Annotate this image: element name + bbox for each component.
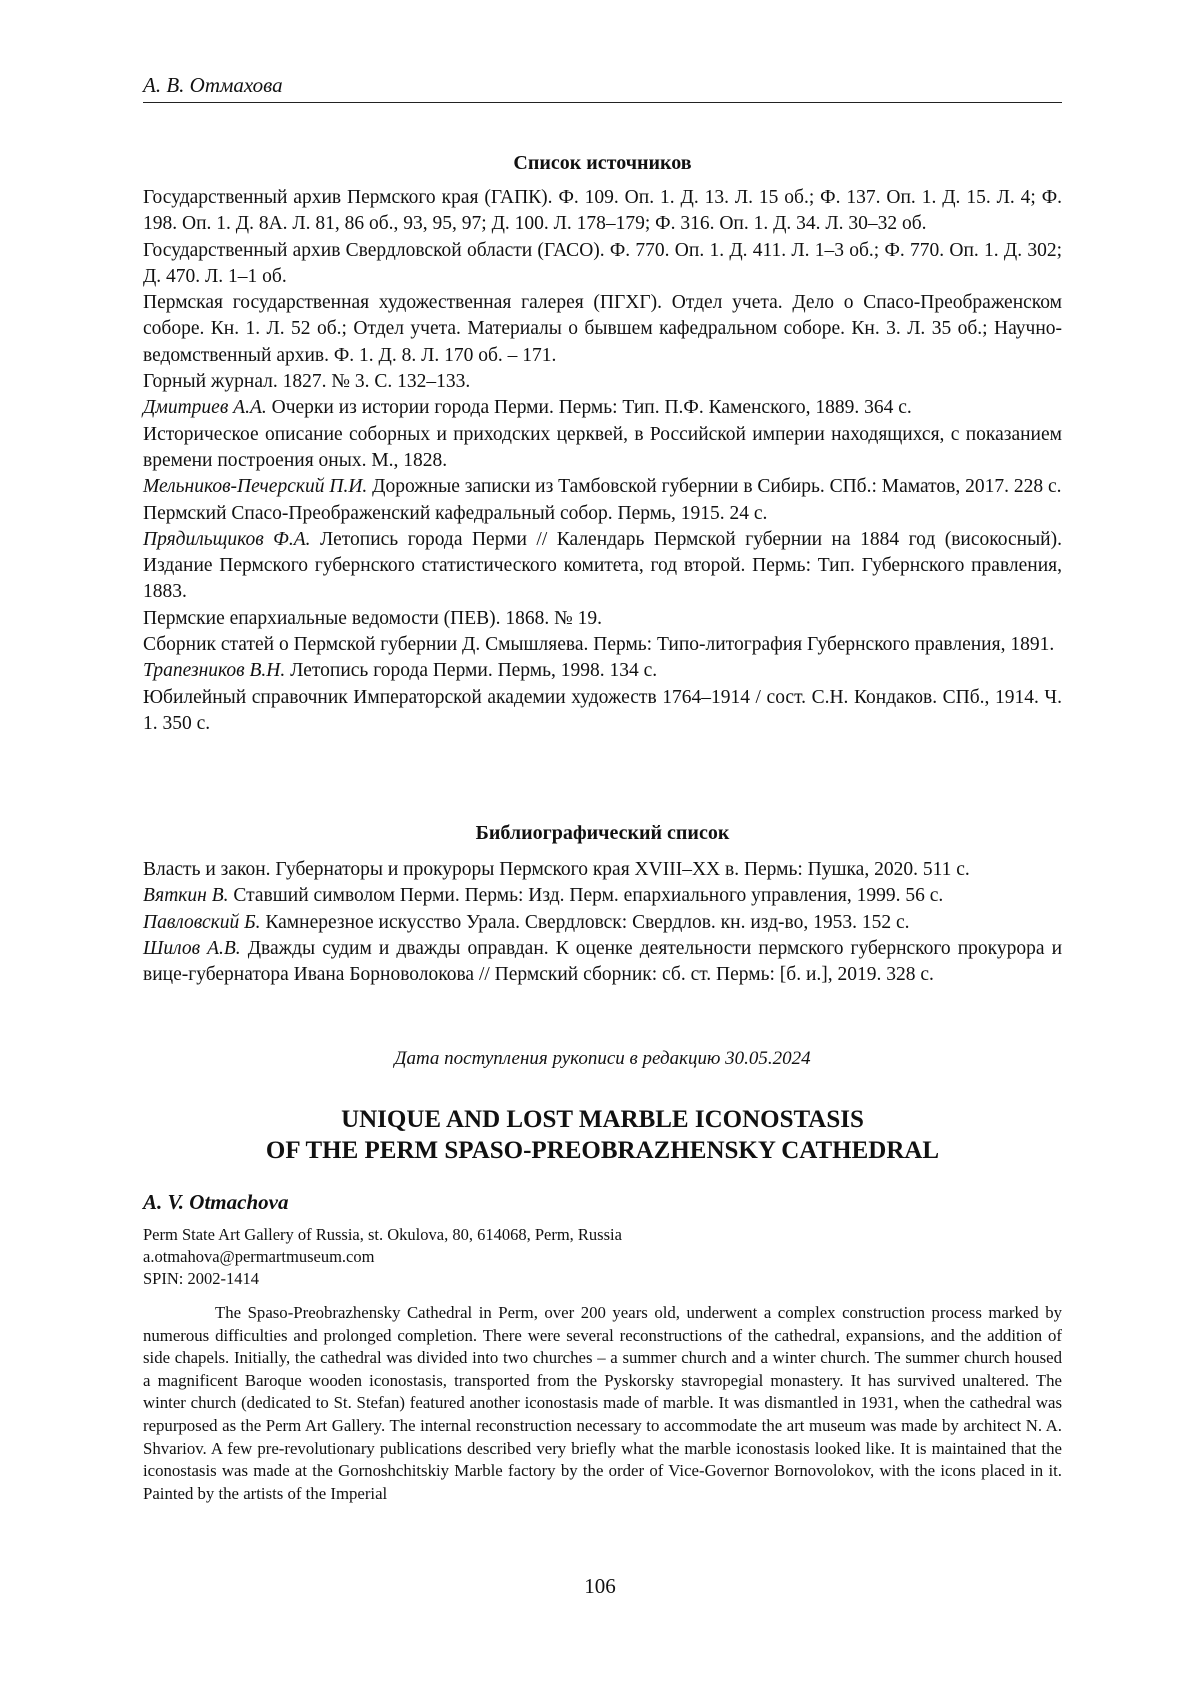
source-entry: Пермская государственная художественная галерея (ПГХГ). Отдел учета. Дело о Спасо-Преображенском соборе. Кн. 1. Л. 52 об.; Отдел учета. Материалы о бывшем кафедральном соборе. Кн. 3. Л. 35 об.; Научно-ведомственный архив. Ф. 1. Д. 8. Л. 170 об. – 171. xyxy=(143,292,1062,366)
bibliography-list xyxy=(143,857,1062,988)
affiliation: Perm State Art Gallery of Russia, st. Okulova, 80, 614068, Perm, Russia xyxy=(143,1225,622,1244)
running-head-author: А. В. Отмахова xyxy=(143,72,1062,103)
bibliography-section xyxy=(143,821,1062,988)
source-entry: Юбилейный справочник Императорской академии художеств 1764–1914 / сост. С.Н. Кондаков. СПб., 1914. Ч. 1. 350 с. xyxy=(143,686,1062,734)
author-spin: SPIN: 2002-1414 xyxy=(143,1269,259,1288)
bibliography-entry: Власть и закон. Губернаторы и прокуроры Пермского края XVIII–XX в. Пермь: Пушка, 2020. 511 с. xyxy=(143,859,970,880)
sources-title: Список источников xyxy=(513,152,692,174)
bibliography-entry: Павловский Б. Камнерезное искусство Урала. Свердловск: Свердлов. кн. изд-во, 1953. 152 с. xyxy=(143,911,910,933)
source-entry: Пермские епархиальные ведомости (ПЕВ). 1868. № 19. xyxy=(143,607,603,629)
manuscript-received-date: Дата поступления рукописи в редакцию 30.05.2024 xyxy=(394,1048,811,1069)
source-entry: Горный журнал. 1827. № 3. С. 132–133. xyxy=(143,371,471,393)
page-number: 106 xyxy=(584,1574,616,1598)
author-affiliation-block xyxy=(143,1224,1062,1290)
bibliography-title: Библиографический список xyxy=(475,822,730,844)
source-entry: Трапезников В.Н. Летопись города Перми. Пермь, 1998. 134 с. xyxy=(143,660,658,682)
source-entry: Государственный архив Пермского края (ГАПК). Ф. 109. Оп. 1. Д. 13. Л. 15 об.; Ф. 137. Оп. 1. Д. 15. Л. 4; Ф. 198. Оп. 1. Д. 8А. Л. 81, 86 об., 93, 95, 97; Д. 100. Л. 178–179; Ф. 316. Оп. 1. Д. 34. Л. 30–32 об. xyxy=(143,187,1062,235)
source-entry: Дмитриев А.А. Очерки из истории города Перми. Пермь: Тип. П.Ф. Каменского, 1889. 364 с. xyxy=(143,397,912,419)
english-abstract: The Spaso-Preobrazhensky Cathedral in Perm, over 200 years old, underwent a complex construction process marked by numerous difficulties and prolonged completion. There were several reconstructions of the cathedral, expansions, and the addition of side chapels. Initially, the cathedral was divided into two churches – a summer church and a winter church. The summer church housed a magnificent Baroque wooden iconostasis, transported from the Pyskorsky stavropegial monastery. It has survived unaltered. The winter church (dedicated to St. Stefan) featured another iconostasis made of marble. It was dismantled in 1931, when the cathedral was repurposed as the Perm Art Gallery. The internal reconstruction necessary to accommodate the art museum was made by architect N. A. Shvariov. A few pre-revolutionary publications described very briefly what the marble iconostasis looked like. It is maintained that the iconostasis was made at the Gornoshchitskiy Marble factory by the order of Vice-Governor Bornovolokov, with the icons placed in it. Painted by the artists of the Imperial xyxy=(143,1303,1062,1503)
source-entry: Сборник статей о Пермской губернии Д. Смышляева. Пермь: Типо-литография Губернского правления, 1891. xyxy=(143,634,1055,656)
sources-section xyxy=(143,151,1062,737)
english-author: A. V. Otmachova xyxy=(143,1190,289,1214)
source-entry: Прядильщиков Ф.А. Летопись города Перми // Календарь Пермской губернии на 1884 год (високосный). Издание Пермского губернского статистического комитета, год второй. Пермь: Тип. Губернского правления, 1883. xyxy=(143,528,1062,603)
english-title-line: OF THE PERM SPASO-PREOBRAZHENSKY CATHEDRAL xyxy=(265,1137,940,1164)
source-entry: Пермский Спасо-Преображенский кафедральный собор. Пермь, 1915. 24 с. xyxy=(143,502,768,524)
english-title xyxy=(143,1104,1062,1166)
source-entry: Историческое описание соборных и приходских церквей, в Российской империи находящихся, с показанием времени построения оных. М., 1828. xyxy=(143,423,1062,471)
source-entry: Государственный архив Свердловской области (ГАСО). Ф. 770. Оп. 1. Д. 411. Л. 1–3 об.; Ф. 770. Оп. 1. Д. 302; Д. 470. Л. 1–1 об. xyxy=(143,239,1062,287)
bibliography-entry: Шилов А.В. Дважды судим и дважды оправдан. К оценке деятельности пермского губернского прокурора и вице-губернатора Ивана Борноволокова // Пермский сборник: сб. ст. Пермь: [б. и.], 2019. 328 с. xyxy=(143,937,1063,986)
sources-list xyxy=(143,185,1062,737)
source-entry: Мельников-Печерский П.И. Дорожные записки из Тамбовской губернии в Сибирь. СПб.: Маматов, 2017. 228 с. xyxy=(143,476,1062,498)
english-title-line: UNIQUE AND LOST MARBLE ICONOSTASIS xyxy=(341,1106,864,1133)
author-email: a.otmahova@permartmuseum.com xyxy=(143,1247,375,1266)
bibliography-entry: Вяткин В. Ставший символом Перми. Пермь: Изд. Перм. епархиального управления, 1999. 56 с. xyxy=(143,885,944,907)
